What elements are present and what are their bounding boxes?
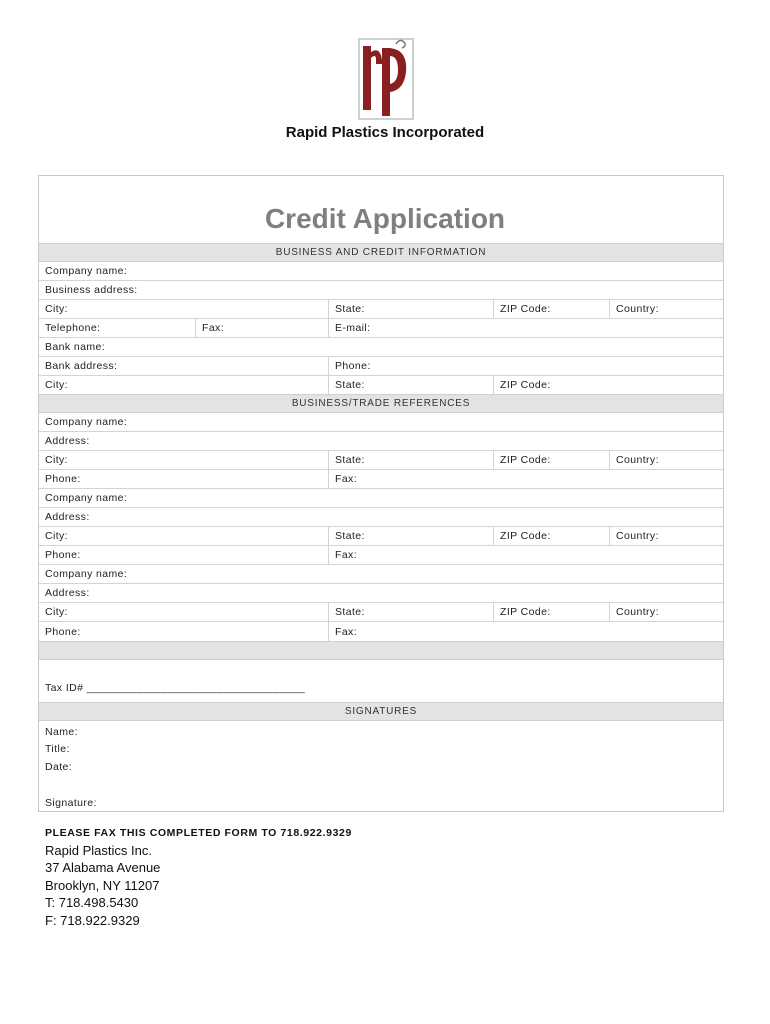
field-bank-name[interactable]: Bank name:	[45, 341, 106, 353]
ref3-phone[interactable]: Phone:	[45, 625, 81, 638]
address-line: Rapid Plastics Inc.	[45, 843, 152, 858]
field-signer-title[interactable]: Title:	[45, 743, 70, 755]
ref1-phone[interactable]: Phone:	[45, 473, 81, 485]
field-telephone[interactable]: Telephone:	[45, 322, 101, 334]
field-tax-id[interactable]: Tax ID# ___________________________________	[45, 682, 306, 694]
ref1-row-phone	[39, 470, 723, 489]
section-signatures: SIGNATURES	[39, 702, 723, 721]
ref1-row-company	[39, 413, 723, 432]
blank-divider-band	[39, 641, 723, 660]
field-bank-city[interactable]: City:	[45, 379, 68, 391]
ref3-row-city	[39, 603, 723, 622]
ref1-zip[interactable]: ZIP Code:	[493, 451, 609, 469]
ref1-company-name[interactable]: Company name:	[45, 416, 128, 428]
ref1-row-city	[39, 451, 723, 470]
ref1-state[interactable]: State:	[328, 451, 493, 469]
row-bank-city	[39, 376, 723, 394]
ref3-row-phone	[39, 622, 723, 641]
ref3-fax[interactable]: Fax:	[328, 622, 723, 641]
ref2-row-company	[39, 489, 723, 508]
ref2-company-name[interactable]: Company name:	[45, 492, 128, 504]
ref2-phone[interactable]: Phone:	[45, 549, 81, 561]
field-bank-state[interactable]: State:	[328, 376, 493, 394]
ref2-fax[interactable]: Fax:	[328, 546, 723, 564]
ref3-address[interactable]: Address:	[45, 587, 90, 599]
address-line: Brooklyn, NY 11207	[45, 877, 160, 893]
ref2-row-city	[39, 527, 723, 546]
ref1-city[interactable]: City:	[45, 454, 68, 466]
row-city-state-zip	[39, 300, 723, 319]
ref1-row-address	[39, 432, 723, 451]
address-line: F: 718.922.9329	[45, 912, 140, 928]
field-bank-address[interactable]: Bank address:	[45, 360, 118, 372]
field-bank-phone[interactable]: Phone:	[328, 357, 723, 375]
field-business-address[interactable]: Business address:	[45, 284, 138, 296]
row-bank-name	[39, 338, 723, 357]
field-email[interactable]: E-mail:	[328, 319, 723, 337]
ref2-zip[interactable]: ZIP Code:	[493, 527, 609, 545]
field-state[interactable]: State:	[328, 300, 493, 318]
company-name: Rapid Plastics Incorporated	[285, 124, 485, 141]
field-country[interactable]: Country:	[609, 300, 723, 318]
ref2-row-phone	[39, 546, 723, 565]
field-zip[interactable]: ZIP Code:	[493, 300, 609, 318]
company-logo	[358, 38, 414, 120]
field-bank-zip[interactable]: ZIP Code:	[493, 376, 723, 394]
address-line: 37 Alabama Avenue	[45, 860, 161, 876]
field-fax[interactable]: Fax:	[195, 319, 328, 337]
ref2-state[interactable]: State:	[328, 527, 493, 545]
field-signature[interactable]: Signature:	[45, 797, 97, 809]
row-company-name	[39, 262, 723, 281]
section-business-credit: BUSINESS AND CREDIT INFORMATION	[39, 243, 723, 262]
ref2-address[interactable]: Address:	[45, 511, 90, 523]
section-trade-references: BUSINESS/TRADE REFERENCES	[39, 394, 723, 413]
ref1-country[interactable]: Country:	[609, 451, 723, 469]
field-city[interactable]: City:	[45, 303, 68, 315]
ref3-zip[interactable]: ZIP Code:	[493, 603, 609, 621]
ref3-city[interactable]: City:	[45, 606, 68, 618]
ref2-country[interactable]: Country:	[609, 527, 723, 545]
ref3-row-company	[39, 565, 723, 584]
field-company-name[interactable]: Company name:	[45, 265, 128, 277]
ref1-fax[interactable]: Fax:	[328, 470, 723, 488]
field-signature-date[interactable]: Date:	[45, 761, 73, 773]
ref2-row-address	[39, 508, 723, 527]
field-signer-name[interactable]: Name:	[45, 726, 78, 738]
ref3-row-address	[39, 584, 723, 603]
row-business-address	[39, 281, 723, 300]
ref3-company-name[interactable]: Company name:	[45, 568, 128, 580]
ref3-country[interactable]: Country:	[609, 603, 723, 621]
ref1-address[interactable]: Address:	[45, 435, 90, 447]
address-line: T: 718.498.5430	[45, 895, 139, 911]
row-bank-address	[39, 357, 723, 376]
ref3-state[interactable]: State:	[328, 603, 493, 621]
form-title: Credit Application	[264, 203, 506, 234]
row-telephone-fax-email	[39, 319, 723, 338]
ref2-city[interactable]: City:	[45, 530, 68, 542]
mailing-address	[45, 842, 160, 929]
fax-instruction: PLEASE FAX THIS COMPLETED FORM TO 718.922.9329	[45, 827, 352, 839]
